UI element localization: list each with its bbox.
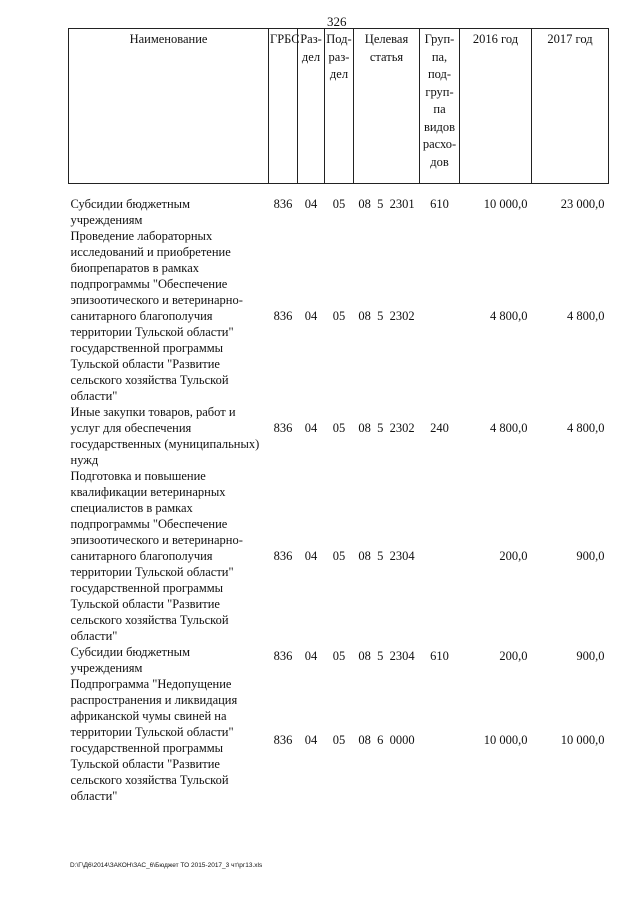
row-group — [420, 468, 460, 644]
header-2017: 2017 год — [532, 29, 609, 184]
row-2017: 23 000,0 — [560, 197, 605, 211]
row-podrazdel: 05 — [332, 549, 346, 563]
footer-file-path: D:\Г\Д6\2014\ЗАКОН\ЗАС_6\Бюджет ТО 2015-2017_3 чт\рг13.xls — [70, 862, 263, 869]
table-row — [69, 676, 609, 804]
header-name: Наименование — [69, 29, 269, 184]
row-podrazdel: 05 — [332, 733, 346, 747]
row-target: 08 5 2304 — [358, 549, 415, 563]
row-2017: 4 800,0 — [567, 309, 605, 323]
row-target: 08 5 2301 — [358, 197, 415, 211]
spacer-cell — [69, 184, 609, 197]
row-grbs: 836 — [273, 197, 293, 211]
row-target: 08 5 2302 — [358, 309, 415, 323]
header-razdel: Раз- дел — [298, 29, 325, 184]
row-grbs: 836 — [273, 549, 293, 563]
row-group: 240 — [430, 421, 449, 435]
row-group — [420, 676, 460, 804]
header-podrazdel: Под- раз- дел — [325, 29, 354, 184]
row-grbs: 836 — [273, 733, 293, 747]
row-grbs: 836 — [273, 309, 293, 323]
row-razdel: 04 — [304, 421, 318, 435]
header-target: Целевая статья — [354, 29, 420, 184]
row-group: 610 — [430, 197, 449, 211]
spacer-row — [69, 184, 609, 197]
table-row — [69, 196, 609, 228]
row-name: Проведение лабораторных исследований и приобретение биопрепаратов в рамках подпрограммы "Обеспечение эпизоотического и ветеринарно- санитарного благополучия территории Тульской области" государственной программы Тульской области "Развитие сельского хозяйства Тульской области" — [70, 229, 243, 403]
row-podrazdel: 05 — [332, 649, 346, 663]
row-podrazdel: 05 — [332, 421, 346, 435]
row-grbs: 836 — [273, 649, 293, 663]
row-2017: 10 000,0 — [560, 733, 605, 747]
row-name: Субсидии бюджетным учреждениям — [70, 197, 190, 227]
row-2016: 200,0 — [499, 649, 528, 663]
row-podrazdel: 05 — [332, 309, 346, 323]
row-target: 08 5 2304 — [358, 649, 415, 663]
header-grbs: ГРБС — [269, 29, 298, 184]
row-razdel: 04 — [304, 649, 318, 663]
table-row — [69, 228, 609, 404]
row-2016: 10 000,0 — [483, 197, 528, 211]
table-row — [69, 644, 609, 676]
row-grbs: 836 — [273, 421, 293, 435]
row-name: Иные закупки товаров, работ и услуг для обеспечения государственных (муниципальных) нужд — [70, 405, 260, 467]
page-number: 326 — [327, 14, 347, 29]
row-group — [420, 228, 460, 404]
row-2016: 4 800,0 — [490, 309, 528, 323]
row-2017: 4 800,0 — [567, 421, 605, 435]
row-name: Подготовка и повышение квалификации ветеринарных специалистов в рамках подпрограммы "Обеспечение эпизоотического и ветеринарно- санитарного благополучия территории Тульской области" государственной программы Тульской области "Развитие сельского хозяйства Тульской области" — [70, 469, 243, 643]
header-2016: 2016 год — [460, 29, 532, 184]
row-name: Подпрограмма "Недопущение распространения и ликвидация африканской чумы свиней на территории Тульской области" государственной программы Тульской области "Развитие сельского хозяйства Тульской области" — [70, 677, 238, 803]
row-razdel: 04 — [304, 733, 318, 747]
row-target: 08 6 0000 — [358, 733, 415, 747]
row-2016: 10 000,0 — [483, 733, 528, 747]
row-target: 08 5 2302 — [358, 421, 415, 435]
row-2017: 900,0 — [576, 549, 605, 563]
row-2016: 4 800,0 — [490, 421, 528, 435]
table-row — [69, 404, 609, 468]
row-2017: 900,0 — [576, 649, 605, 663]
row-razdel: 04 — [304, 549, 318, 563]
header-group: Груп- па, под- груп- па видов расхо- дов — [420, 29, 460, 184]
table-header-row — [69, 29, 609, 184]
row-group: 610 — [430, 649, 449, 663]
row-razdel: 04 — [304, 197, 318, 211]
row-name: Субсидии бюджетным учреждениям — [70, 645, 190, 675]
table-row — [69, 468, 609, 644]
row-razdel: 04 — [304, 309, 318, 323]
row-2016: 200,0 — [499, 549, 528, 563]
budget-table — [68, 28, 609, 804]
row-podrazdel: 05 — [332, 197, 346, 211]
